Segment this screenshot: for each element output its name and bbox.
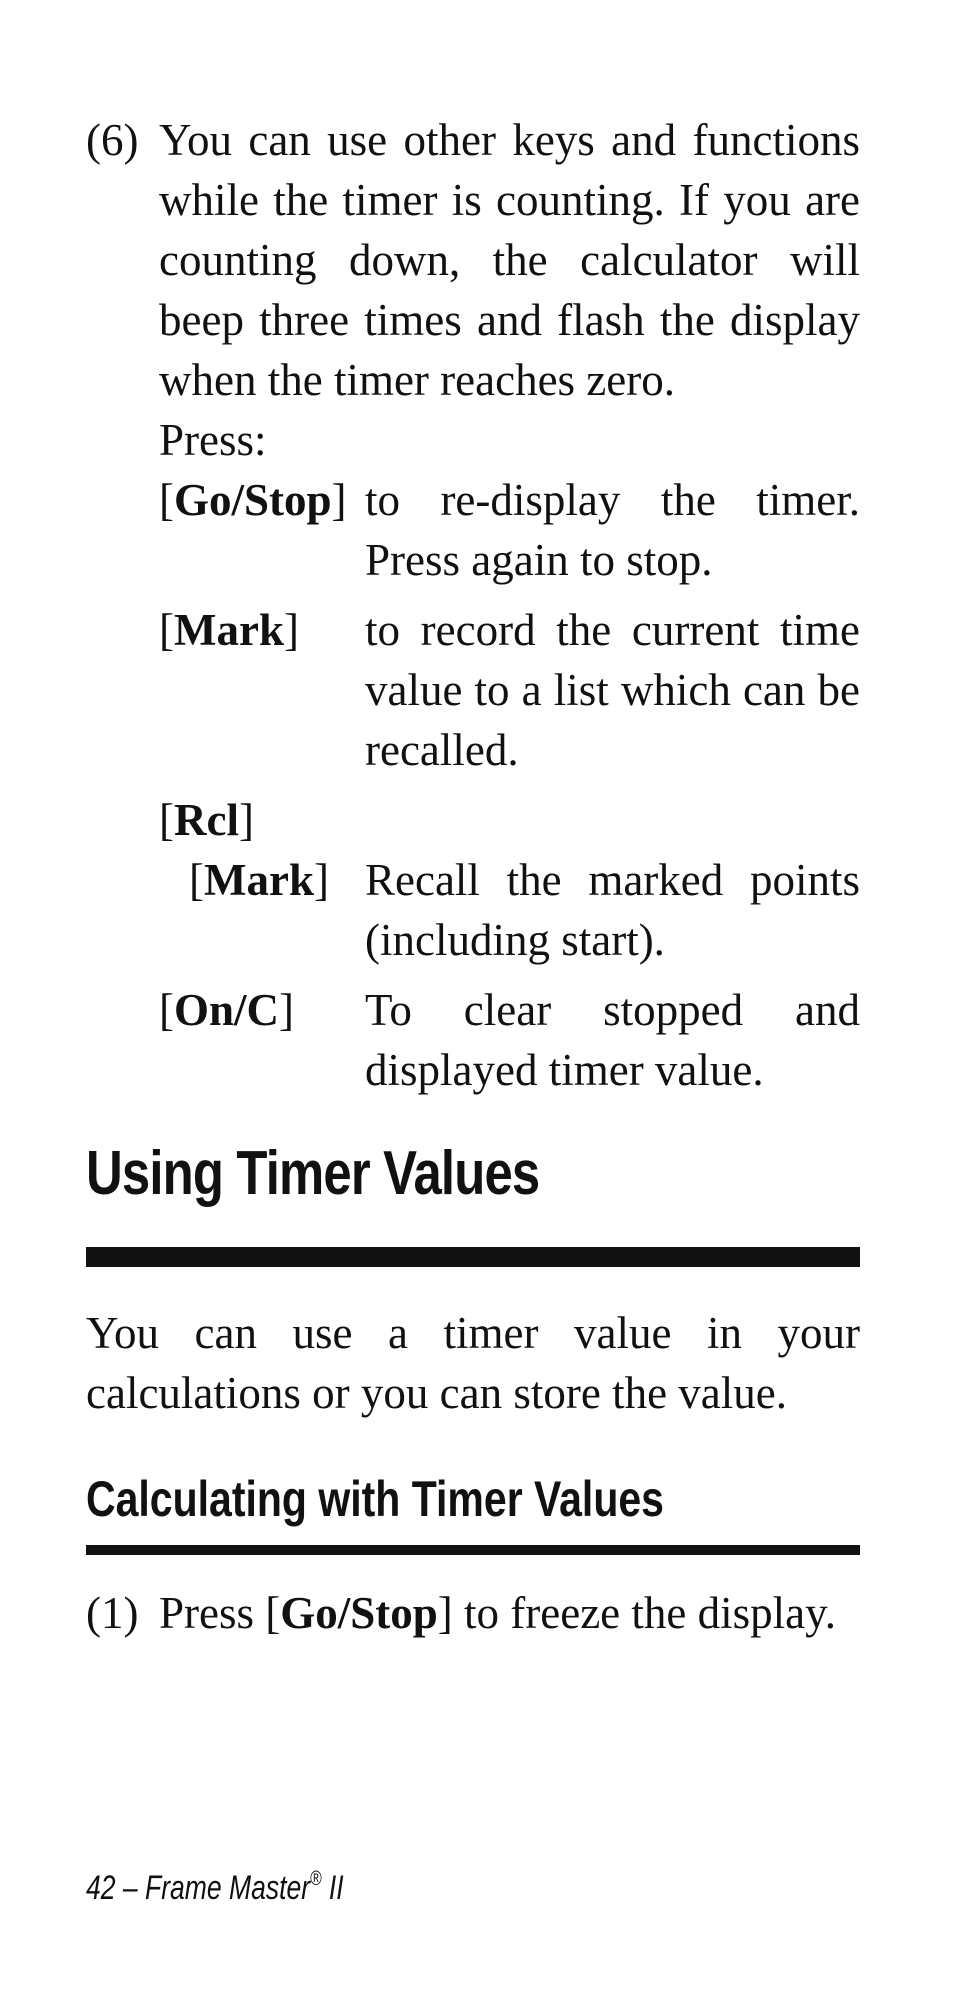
key-row-rcl-mark	[159, 850, 860, 970]
key-row-go-stop	[159, 470, 860, 590]
step-body	[159, 1583, 860, 1643]
page-number: 42	[86, 1869, 116, 1907]
key-desc: to record the current time value to a list which can be recalled.	[365, 605, 860, 775]
key-row-mark	[159, 600, 860, 780]
subheading-rule	[86, 1545, 860, 1555]
key-mark: [Mark]	[189, 855, 329, 905]
press-label: Press:	[159, 415, 267, 465]
step-6	[86, 110, 860, 1100]
key-desc: to re-display the timer. Press again to stop.	[365, 475, 860, 585]
key-mark: [Mark]	[159, 605, 299, 655]
heading-rule	[86, 1247, 860, 1267]
key-desc: To clear stopped and displayed timer value.	[365, 985, 860, 1095]
step-1	[86, 1583, 860, 1643]
subsection-heading: Calculating with Timer Values	[86, 1471, 664, 1527]
key-row-on-c	[159, 980, 860, 1100]
key-list	[159, 470, 860, 1100]
book-title: Frame Master	[144, 1869, 311, 1907]
step-body	[159, 110, 860, 1100]
step-text: You can use other keys and functions while the timer is counting. If you are counting down, the calculator will beep three times and flash the display when the timer reaches zero.	[159, 115, 860, 405]
key-row-rcl	[159, 790, 860, 850]
key-rcl: [Rcl]	[159, 795, 254, 845]
key-on-c: [On/C]	[159, 985, 295, 1035]
page-footer: 42 – Frame Master® II	[86, 1868, 344, 1907]
section-intro: You can use a timer value in your calculations or you can store the value.	[86, 1308, 860, 1418]
key-go-stop: [Go/Stop]	[159, 475, 347, 525]
step-number: (1)	[86, 1588, 139, 1638]
registered-mark: ®	[310, 1868, 322, 1890]
step-number: (6)	[86, 115, 139, 165]
key-go-stop: Go/Stop	[280, 1588, 438, 1638]
section-heading: Using Timer Values	[86, 1139, 540, 1208]
step-text: Press [Go/Stop] to freeze the display.	[159, 1588, 836, 1638]
key-desc: Recall the marked points (including start).	[365, 855, 860, 965]
